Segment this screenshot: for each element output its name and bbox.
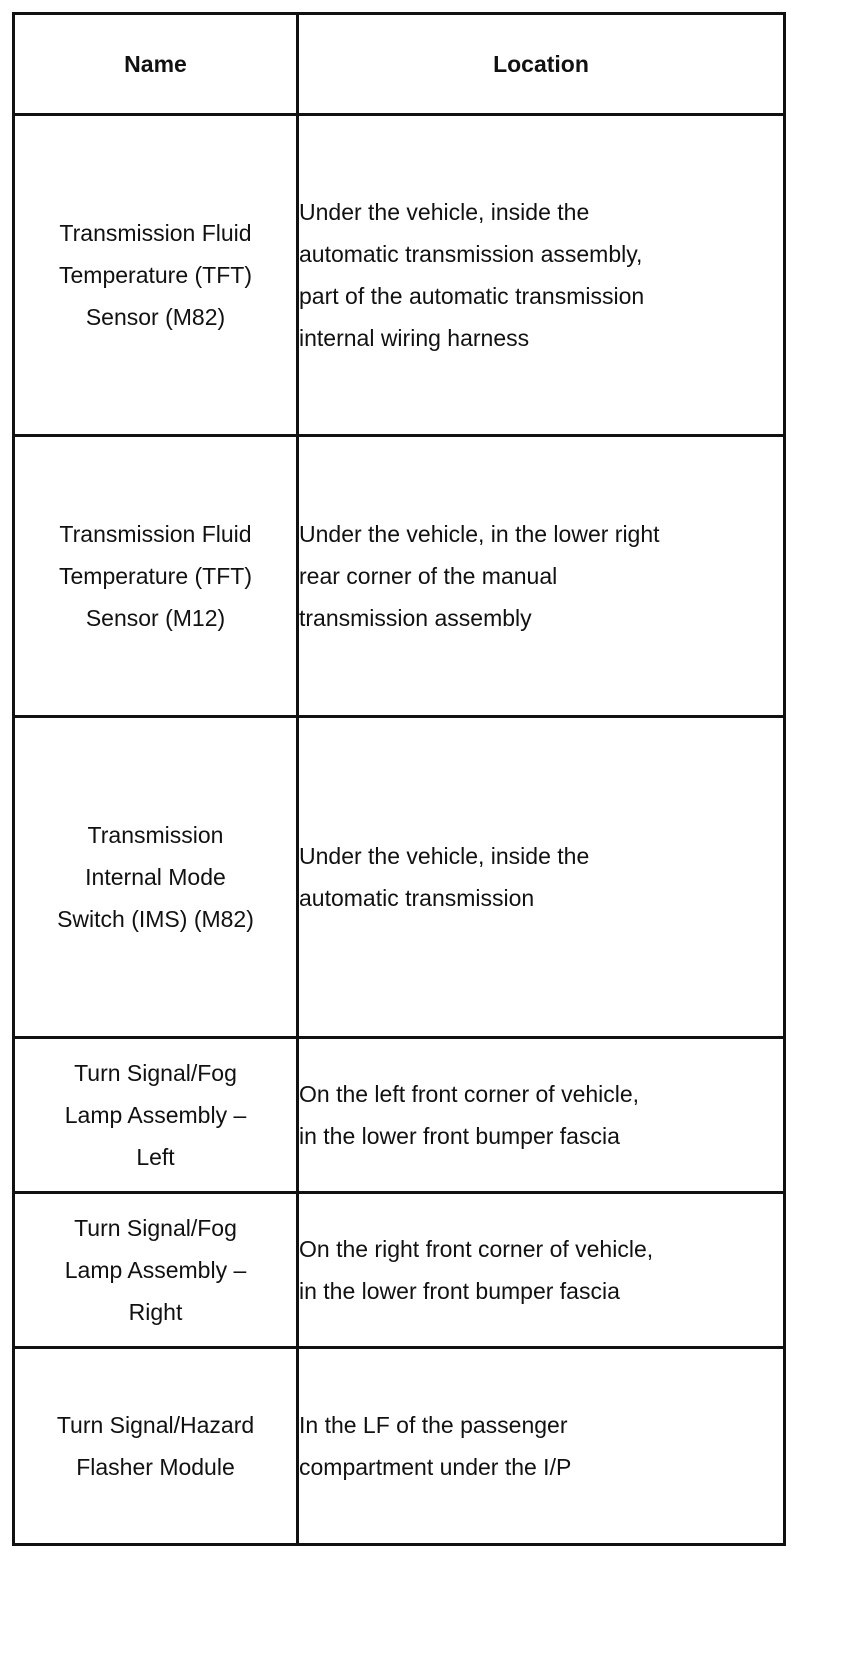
location-cell	[298, 1038, 785, 1193]
component-location: Under the vehicle, in the lower right rear corner of the manual transmission assembly	[299, 521, 660, 631]
table-row	[14, 1193, 785, 1348]
table-row	[14, 115, 785, 436]
component-location: On the right front corner of vehicle, in the lower front bumper fascia	[299, 1236, 654, 1304]
component-name: Transmission Fluid Temperature (TFT) Sensor (M12)	[59, 521, 252, 631]
component-location-table	[12, 12, 786, 1546]
component-location: In the LF of the passenger compartment under the I/P	[299, 1412, 572, 1480]
table-row	[14, 436, 785, 717]
table-row	[14, 717, 785, 1038]
location-cell	[298, 115, 785, 436]
component-location: On the left front corner of vehicle, in the lower front bumper fascia	[299, 1081, 640, 1149]
component-name: Turn Signal/Fog Lamp Assembly – Right	[64, 1215, 247, 1325]
component-name: Transmission Internal Mode Switch (IMS) (M82)	[57, 822, 254, 932]
table-row	[14, 1348, 785, 1545]
name-cell	[14, 1193, 298, 1348]
name-cell	[14, 1348, 298, 1545]
name-cell	[14, 115, 298, 436]
location-cell	[298, 717, 785, 1038]
name-cell	[14, 717, 298, 1038]
component-location: Under the vehicle, inside the automatic transmission assembly, part of the automatic transmission internal wiring harness	[299, 199, 645, 351]
name-cell	[14, 1038, 298, 1193]
component-location: Under the vehicle, inside the automatic transmission	[299, 843, 590, 911]
column-header-location: Location	[298, 14, 785, 115]
name-cell	[14, 436, 298, 717]
component-name: Turn Signal/Fog Lamp Assembly – Left	[64, 1060, 247, 1170]
column-header-name: Name	[14, 14, 298, 115]
component-name: Turn Signal/Hazard Flasher Module	[56, 1412, 255, 1480]
component-name: Transmission Fluid Temperature (TFT) Sensor (M82)	[59, 220, 252, 330]
table-header-row	[14, 14, 785, 115]
location-cell	[298, 436, 785, 717]
location-cell	[298, 1193, 785, 1348]
table-row	[14, 1038, 785, 1193]
location-cell	[298, 1348, 785, 1545]
